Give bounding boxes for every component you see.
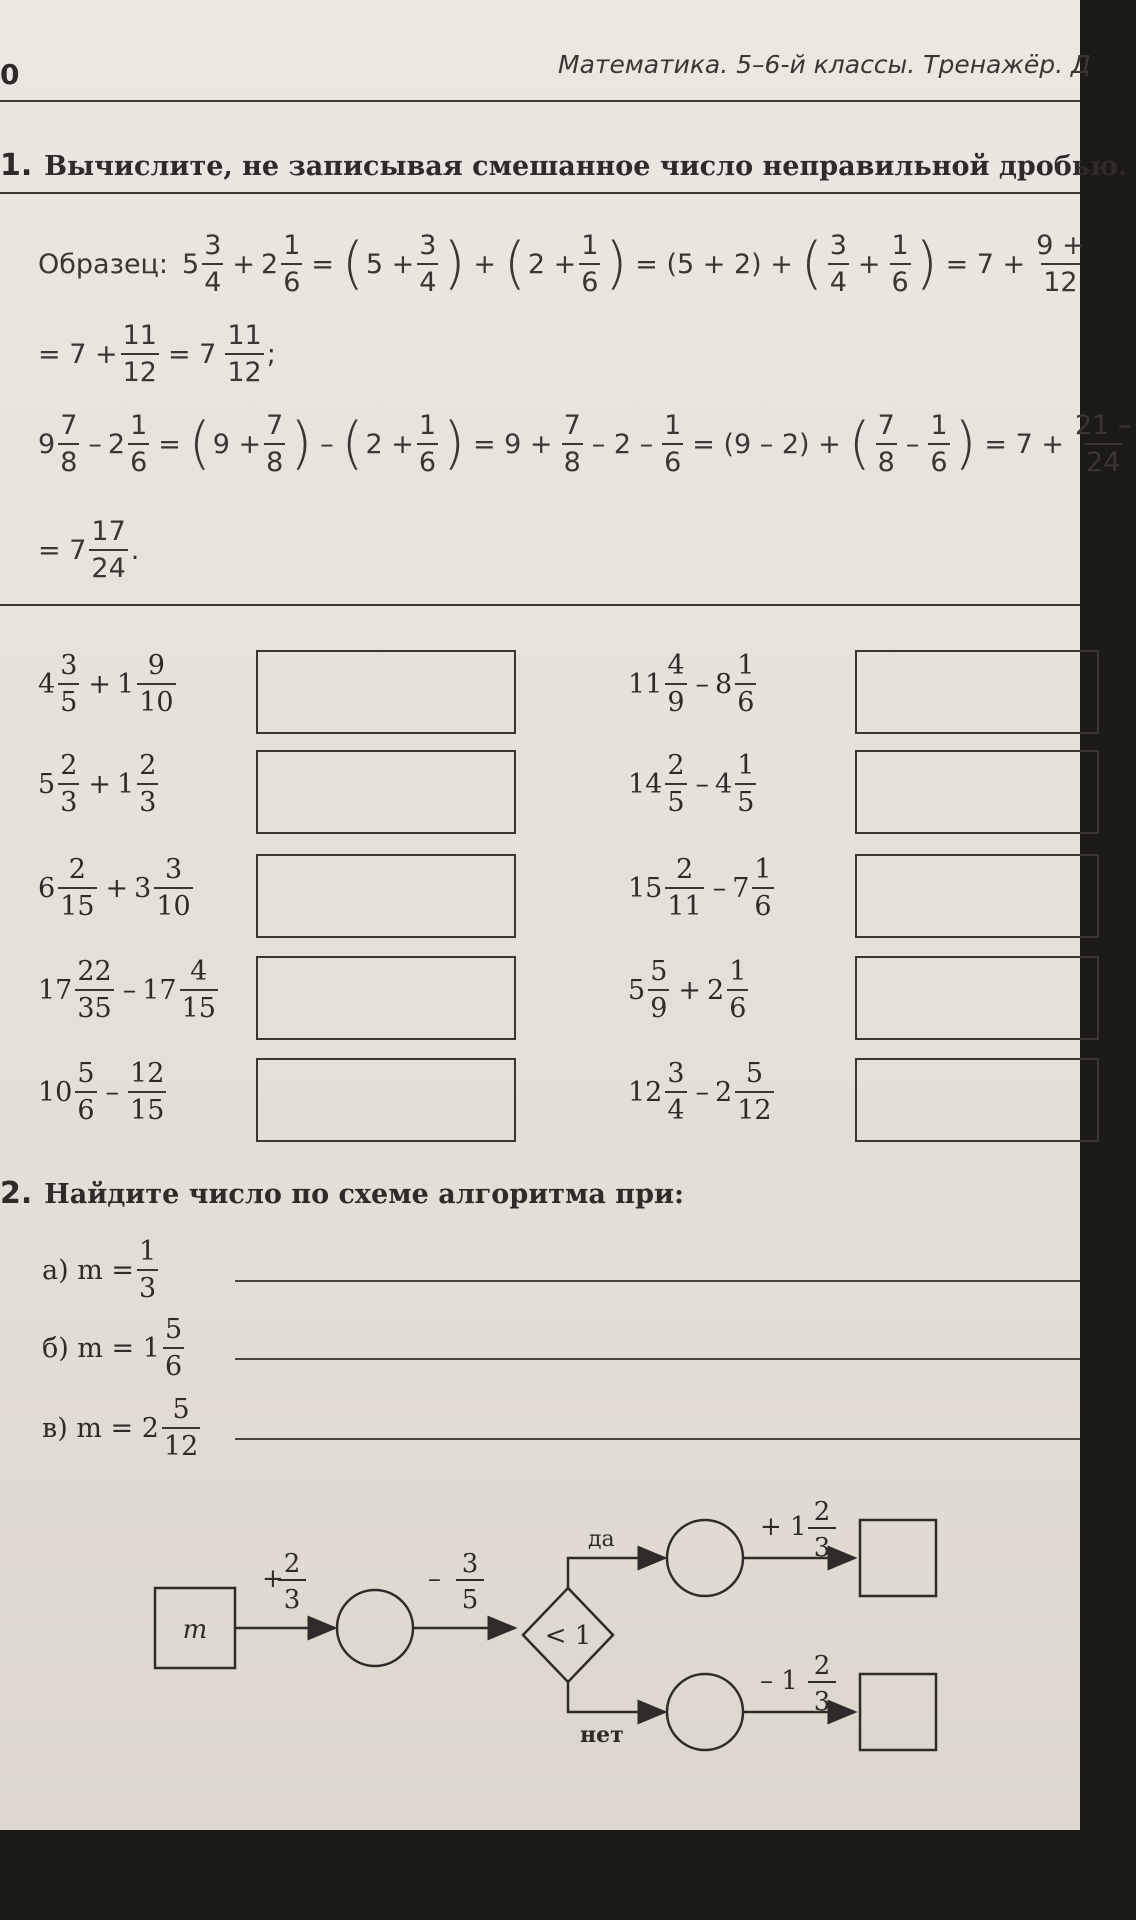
denominator: 9 [665, 683, 686, 716]
numerator: 3 [60, 650, 78, 681]
step1-numerator: 2 [283, 1549, 301, 1579]
operator: – [695, 668, 710, 700]
numerator: 5 [164, 1314, 183, 1345]
no-op-denominator: 3 [813, 1687, 831, 1717]
exercise-expression [38, 1060, 169, 1124]
yes-label: да [588, 1527, 615, 1552]
fraction [58, 856, 96, 920]
fraction [58, 752, 79, 816]
denominator: 3 [58, 783, 79, 816]
fraction [665, 752, 686, 816]
sample-fraction: $\frac{17}{24}$ [91, 516, 126, 584]
sample-line-3: 9 $\frac{7}{8}$ – 2 $\frac{1}{6}$ = ( 9 + $\frac{7}{8}$ ) – ( 2 + $\frac{1}{6}$ ) = 9 + $\frac{7}{8}$ – 2 – $\frac{1}{6}$ = (9 – 2) + ( $\frac{7}{8}$ – $\frac{1}{6}$ ) = 7 + $\frac{21 -}{24}$ [38, 410, 1132, 478]
step2-sign: – [428, 1564, 441, 1594]
answer-box[interactable] [855, 1058, 1099, 1142]
sample-fraction: $\frac{3}{4}$ [419, 230, 437, 298]
task2-item [42, 1238, 161, 1302]
numerator: 2 [675, 854, 694, 885]
task2-item [42, 1316, 187, 1380]
answer-line[interactable] [235, 1438, 1080, 1440]
denominator: 3 [137, 783, 158, 816]
sample-fraction: $\frac{1}{6}$ [283, 230, 301, 298]
equals: = [311, 248, 335, 280]
arrow-no [568, 1682, 665, 1712]
sample-fraction: $\frac{7}{8}$ [266, 410, 284, 478]
operator: + [105, 872, 129, 904]
task2-item [42, 1396, 203, 1460]
denominator: 6 [163, 1347, 184, 1380]
task2-heading [0, 1176, 684, 1211]
whole-part: 3 [134, 872, 152, 904]
sample-fraction: $\frac{3}{4}$ [204, 230, 222, 298]
answer-line[interactable] [235, 1280, 1080, 1282]
group-text: 9 + [212, 428, 262, 460]
sample-fraction: $\frac{3}{4}$ [829, 230, 847, 298]
whole-part: 17 [38, 974, 73, 1006]
answer-box[interactable] [256, 854, 516, 938]
fraction [75, 958, 113, 1022]
whole-part: 2 [707, 974, 725, 1006]
numerator: 2 [139, 750, 157, 781]
operator: – [122, 974, 137, 1006]
algorithm-diagram [0, 1480, 1080, 1750]
whole-part: 7 [732, 872, 750, 904]
operator: + [88, 768, 111, 800]
sample-whole: 2 [107, 428, 126, 460]
denominator: 15 [180, 989, 218, 1022]
sample-fraction: $\frac{11}{12}$ [227, 320, 262, 388]
exercise-expression [38, 652, 179, 716]
group-text: = 7 [38, 534, 87, 566]
group-text: = (5 + 2) + [635, 248, 793, 280]
denominator: 5 [665, 783, 686, 816]
whole-part: 11 [628, 668, 663, 700]
answer-box[interactable] [256, 956, 516, 1040]
numerator: 2 [60, 750, 78, 781]
numerator: 22 [77, 956, 112, 987]
step2-numerator: 3 [461, 1549, 479, 1579]
sample-label: Образец: [38, 248, 169, 280]
numerator: 5 [172, 1394, 190, 1425]
whole-part: 4 [715, 768, 733, 800]
operator: – [105, 1076, 120, 1108]
fraction [180, 958, 218, 1022]
denominator: 11 [665, 887, 703, 920]
fraction [727, 958, 748, 1022]
group-text: = (9 – 2) + [692, 428, 841, 460]
step2-denominator: 5 [461, 1585, 479, 1615]
yes-result-box [860, 1520, 936, 1596]
no-result-box [860, 1674, 936, 1750]
item-label: в) m = 2 [42, 1412, 159, 1444]
numerator: 2 [68, 854, 86, 885]
punctuation: ; [266, 338, 276, 370]
punctuation: . [130, 534, 140, 566]
fraction [665, 856, 703, 920]
exercise-expression [38, 752, 161, 816]
task1-number: 1. [0, 148, 33, 183]
numerator: 1 [737, 650, 755, 681]
yes-circle [667, 1520, 743, 1596]
yes-op-sign: + 1 [760, 1512, 807, 1542]
sample-line-4 [38, 518, 139, 582]
group-text: = 9 + [472, 428, 553, 460]
sample-fraction: $\frac{7}{8}$ [60, 410, 78, 478]
sample-fraction: $\frac{7}{8}$ [563, 410, 581, 478]
fraction [735, 1060, 773, 1124]
whole-part: 15 [628, 872, 663, 904]
equals: = [158, 428, 181, 460]
fraction [752, 856, 773, 920]
denominator: 10 [137, 683, 175, 716]
whole-part: 5 [38, 768, 56, 800]
denominator: 9 [648, 989, 669, 1022]
group-text: 2 + [365, 428, 414, 460]
group-text: = 7 + [38, 338, 118, 370]
answer-box[interactable] [855, 854, 1099, 938]
fraction [665, 1060, 686, 1124]
fraction [162, 1396, 200, 1460]
sample-fraction: $\frac{9 +}{12}$ [1036, 230, 1085, 298]
numerator: 3 [164, 854, 183, 885]
item-label: б) m = 1 [42, 1332, 160, 1364]
exercise-expression [628, 652, 759, 716]
denominator: 6 [735, 683, 756, 716]
numerator: 5 [650, 956, 668, 987]
answer-box[interactable] [855, 650, 1099, 734]
whole-part: 17 [142, 974, 177, 1006]
whole-part: 1 [117, 768, 135, 800]
sample-line-1: Образец: 5 $\frac{3}{4}$ + 2 $\frac{1}{6}$ = ( 5 + $\frac{3}{4}$ ) + ( 2 + $\frac{1}{6}$ ) = (5 + 2) + ( $\frac{3}{4}$ + $\frac{1}{6}$ ) = 7 + $\frac{9 +}{12}$ [38, 230, 1085, 298]
answer-box[interactable] [256, 650, 516, 734]
operator: – [695, 1076, 710, 1108]
fraction [154, 856, 192, 920]
fraction [665, 652, 686, 716]
exercise-expression [628, 856, 777, 920]
fraction [735, 752, 756, 816]
step1-sign: + [262, 1564, 284, 1594]
sample-whole: 2 [261, 248, 279, 280]
exercise-expression [628, 1060, 777, 1124]
numerator: 1 [737, 750, 755, 781]
whole-part: 5 [628, 974, 646, 1006]
sample-fraction: $\frac{11}{12}$ [122, 320, 157, 388]
fraction [137, 652, 175, 716]
answer-box[interactable] [256, 1058, 516, 1142]
no-circle [667, 1674, 743, 1750]
numerator: 1 [729, 956, 747, 987]
numerator: 5 [745, 1058, 763, 1089]
numerator: 1 [139, 1236, 157, 1267]
header-rule [0, 100, 1080, 102]
denominator: 5 [58, 683, 79, 716]
whole-part: 8 [715, 668, 733, 700]
answer-line[interactable] [235, 1358, 1080, 1360]
exercise-expression [628, 752, 759, 816]
whole-part: 14 [628, 768, 663, 800]
task2-title: Найдите число по схеме алгоритма при: [44, 1179, 684, 1210]
denominator: 15 [58, 887, 96, 920]
sample-whole: 9 [38, 428, 56, 460]
running-header: Математика. 5–6-й классы. Тренажёр. Д [558, 50, 1091, 79]
task2-number: 2. [0, 1176, 33, 1211]
group-text: – 2 – [591, 428, 654, 460]
denominator: 15 [128, 1091, 166, 1124]
numerator: 9 [147, 650, 165, 681]
fraction [137, 752, 158, 816]
denominator: 12 [735, 1091, 773, 1124]
fraction [163, 1316, 184, 1380]
answer-box[interactable] [256, 750, 516, 834]
no-label: нет [580, 1722, 624, 1748]
whole-part: 1 [117, 668, 135, 700]
operator: + [88, 668, 111, 700]
whole-part: 10 [38, 1076, 73, 1108]
start-label: m [182, 1615, 208, 1645]
sample-fraction: $\frac{1}{6}$ [930, 410, 948, 478]
sample-fraction: $\frac{1}{6}$ [581, 230, 599, 298]
whole-part: 12 [628, 1076, 663, 1108]
task1-title: Вычислите, не записывая смешанное число неправильной дробью. [44, 151, 1128, 182]
answer-box[interactable] [855, 956, 1099, 1040]
fraction [137, 1238, 158, 1302]
task1-rule-top [0, 192, 1080, 194]
numerator: 5 [77, 1058, 95, 1089]
denominator: 35 [75, 989, 113, 1022]
fraction [128, 1060, 166, 1124]
numerator: 4 [190, 956, 208, 987]
whole-part: 2 [715, 1076, 733, 1108]
exercise-expression [38, 958, 221, 1022]
numerator: 3 [667, 1058, 685, 1089]
sample-fraction: $\frac{7}{8}$ [877, 410, 895, 478]
denominator: 12 [162, 1427, 200, 1460]
task1-heading [0, 148, 1127, 183]
denominator: 3 [137, 1269, 158, 1302]
group-text: 2 + [527, 248, 577, 280]
sample-line-2 [38, 322, 276, 386]
operator: – [695, 768, 710, 800]
no-op-numerator: 2 [813, 1651, 831, 1681]
fraction [58, 652, 79, 716]
page-number: 0 [0, 58, 20, 91]
fraction [735, 652, 756, 716]
group-text: = 7 [167, 338, 217, 370]
item-label: а) m = [42, 1254, 135, 1286]
yes-op-denominator: 3 [813, 1533, 831, 1563]
sample-fraction: $\frac{1}{6}$ [418, 410, 437, 478]
answer-box[interactable] [855, 750, 1099, 834]
no-op-sign: – 1 [760, 1666, 798, 1696]
sample-fraction: $\frac{1}{6}$ [664, 410, 682, 478]
arrow-yes [568, 1558, 665, 1588]
numerator: 4 [667, 650, 685, 681]
condition-label: < 1 [544, 1621, 592, 1651]
denominator: 6 [727, 989, 748, 1022]
task1-rule-bottom [0, 604, 1080, 606]
step1-circle [337, 1590, 413, 1666]
denominator: 4 [665, 1091, 686, 1124]
group-text: 5 + [365, 248, 415, 280]
fraction [648, 958, 669, 1022]
operator: – [712, 872, 727, 904]
numerator: 12 [130, 1058, 165, 1089]
operator: – [88, 428, 102, 460]
yes-op-numerator: 2 [813, 1497, 831, 1527]
denominator: 6 [75, 1091, 96, 1124]
sample-whole: 5 [182, 248, 200, 280]
denominator: 5 [735, 783, 756, 816]
operator: + [678, 974, 701, 1006]
whole-part: 4 [38, 668, 56, 700]
step1-denominator: 3 [283, 1585, 301, 1615]
group-text: = 7 + [984, 428, 1064, 460]
sample-fraction: $\frac{1}{6}$ [130, 410, 148, 478]
sample-fraction: $\frac{21 -}{24}$ [1074, 410, 1132, 478]
sample-fraction: $\frac{1}{6}$ [891, 230, 909, 298]
exercise-expression [38, 856, 196, 920]
exercise-expression [628, 958, 751, 1022]
numerator: 2 [667, 750, 685, 781]
numerator: 1 [754, 854, 772, 885]
fraction [75, 1060, 96, 1124]
group-text: = 7 + [945, 248, 1026, 280]
whole-part: 6 [38, 872, 56, 904]
denominator: 6 [752, 887, 773, 920]
operator: + [232, 248, 256, 280]
denominator: 10 [154, 887, 192, 920]
